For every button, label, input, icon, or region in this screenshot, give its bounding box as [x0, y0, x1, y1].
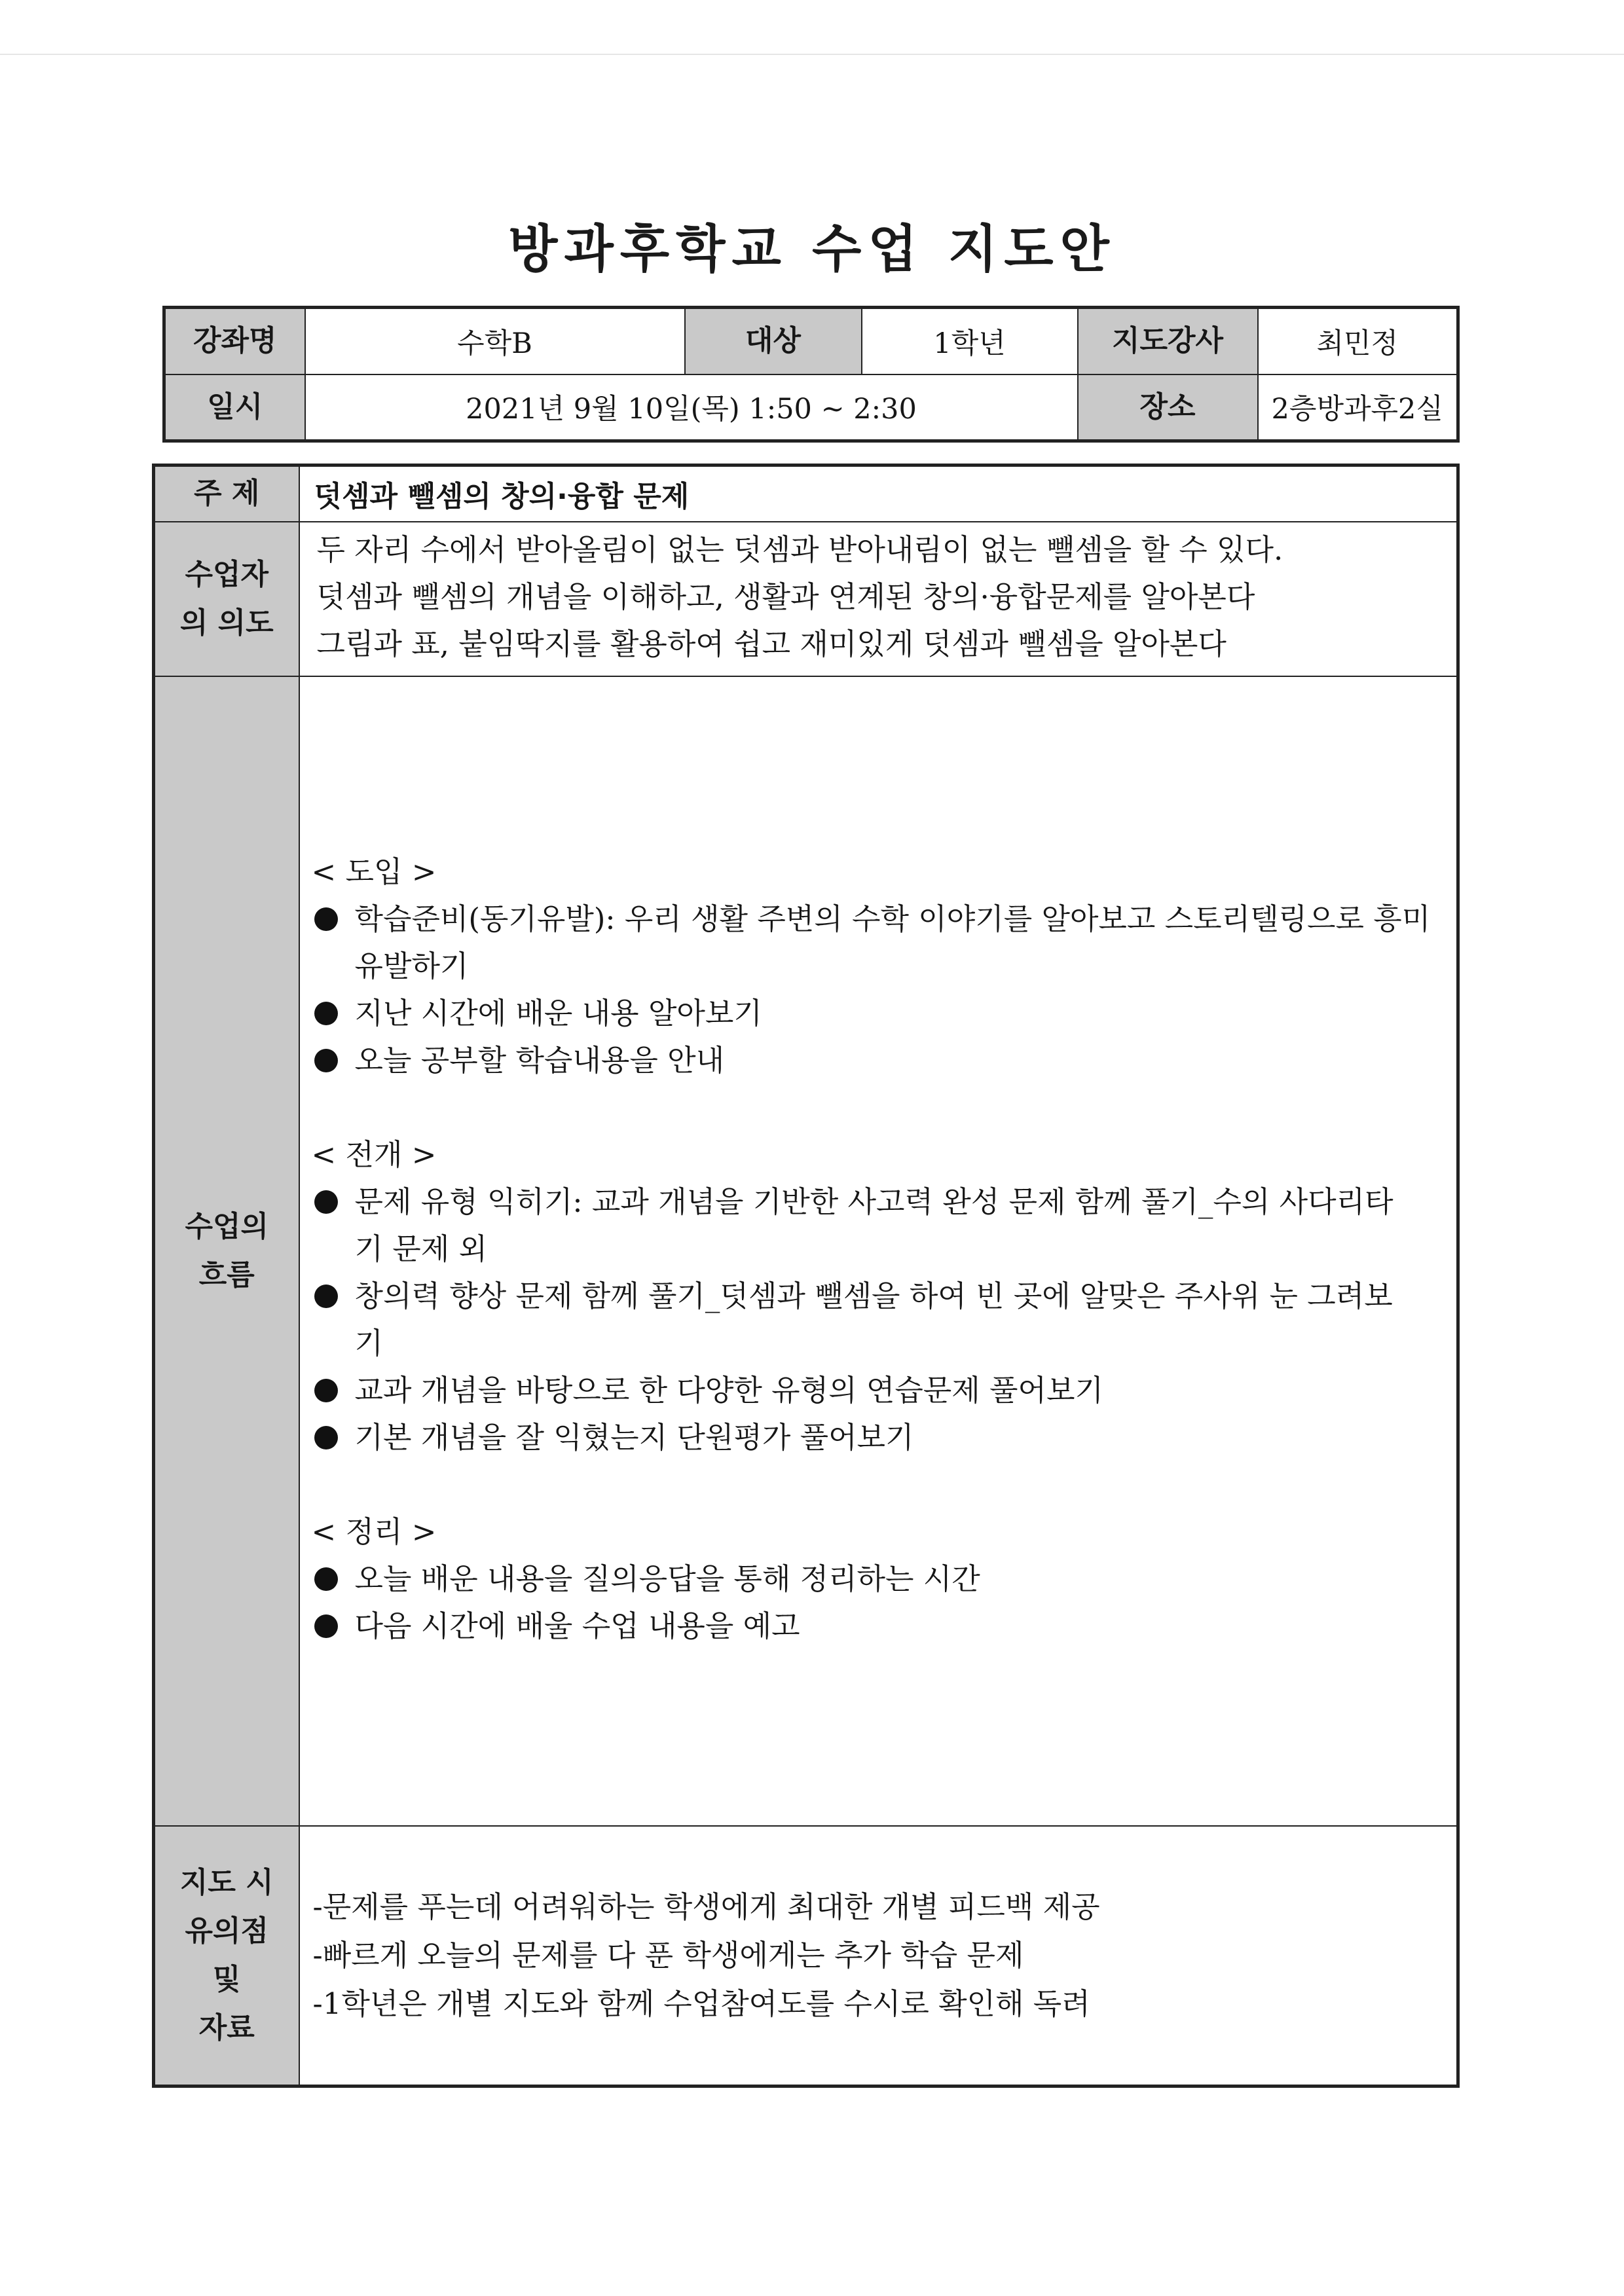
place-value: 2층방과후2실 — [1258, 374, 1458, 441]
flow-label: 수업의 흐름 — [154, 676, 299, 1826]
intent-text — [299, 522, 1458, 676]
notes-line: -문제를 푸는데 어려워하는 학생에게 최대한 개별 피드백 제공 — [312, 1889, 1100, 1924]
topic-label: 주 제 — [154, 465, 299, 522]
intent-line: 두 자리 수에서 받아올림이 없는 덧셈과 받아내림이 없는 뺄셈을 할 수 있다. — [316, 532, 1283, 567]
page-top-rule — [0, 54, 1624, 55]
bullet-icon — [314, 1190, 338, 1214]
place-label: 장소 — [1078, 374, 1258, 441]
bullet-icon — [314, 1379, 338, 1402]
flow-content — [299, 676, 1458, 1826]
info-table — [162, 306, 1460, 443]
notes-line: -1학년은 개별 지도와 함께 수업참여도를 수시로 확인해 독려 — [312, 1986, 1090, 2021]
notes-content — [299, 1826, 1458, 2086]
wrapup-item: 오늘 배운 내용을 질의응답을 통해 정리하는 시간 — [312, 1556, 1457, 1603]
intro-heading: < 도입 > — [311, 854, 437, 889]
target-label: 대상 — [685, 308, 862, 374]
intro-item: 오늘 공부할 학습내용을 안내 — [312, 1037, 1457, 1084]
intro-item: 학습준비(동기유발): 우리 생활 주변의 수학 이야기를 알아보고 스토리텔링으로 흥미 유발하기 — [312, 896, 1457, 990]
development-heading: < 전개 > — [311, 1137, 437, 1172]
intent-line: 그림과 표, 붙임딱지를 활용하여 쉽고 재미있게 덧셈과 뺄셈을 알아본다 — [316, 626, 1227, 661]
document-title: 방과후학교 수업 지도안 — [508, 220, 1116, 279]
bullet-icon — [314, 1614, 338, 1638]
topic-value: 덧셈과 뺄셈의 창의·융합 문제 — [299, 465, 1458, 522]
bullet-icon — [314, 907, 338, 931]
notes-line: -빠르게 오늘의 문제를 다 푼 학생에게는 추가 학습 문제 — [312, 1937, 1024, 1973]
course-label: 강좌명 — [164, 308, 305, 374]
development-item: 문제 유형 익히기: 교과 개념을 기반한 사고력 완성 문제 함께 풀기_수의 사다리타기 문제 외 — [312, 1178, 1457, 1273]
development-item: 기본 개념을 잘 익혔는지 단원평가 풀어보기 — [312, 1414, 1457, 1461]
wrapup-item: 다음 시간에 배울 수업 내용을 예고 — [312, 1603, 1457, 1650]
bullet-icon — [314, 1567, 338, 1591]
datetime-label: 일시 — [164, 374, 305, 441]
intent-label: 수업자 의 의도 — [154, 522, 299, 676]
instructor-label: 지도강사 — [1078, 308, 1258, 374]
development-item: 교과 개념을 바탕으로 한 다양한 유형의 연습문제 풀어보기 — [312, 1367, 1457, 1414]
instructor-value: 최민정 — [1258, 308, 1458, 374]
development-item: 창의력 향상 문제 함께 풀기_덧셈과 뺄셈을 하여 빈 곳에 알맞은 주사위 눈 그려보기 — [312, 1273, 1457, 1367]
course-value: 수학B — [305, 308, 685, 374]
target-value: 1학년 — [862, 308, 1078, 374]
bullet-icon — [314, 1426, 338, 1449]
intent-line: 덧셈과 뺄셈의 개념을 이해하고, 생활과 연계된 창의·융합문제를 알아본다 — [316, 579, 1255, 614]
bullet-icon — [314, 1002, 338, 1025]
datetime-value: 2021년 9월 10일(목) 1:50 ~ 2:30 — [305, 374, 1078, 441]
bullet-icon — [314, 1049, 338, 1072]
bullet-icon — [314, 1285, 338, 1308]
intro-item: 지난 시간에 배운 내용 알아보기 — [312, 990, 1457, 1037]
lesson-plan-table — [152, 464, 1460, 2088]
wrapup-heading: < 정리 > — [311, 1514, 437, 1549]
notes-label: 지도 시 유의점 및 자료 — [154, 1826, 299, 2086]
